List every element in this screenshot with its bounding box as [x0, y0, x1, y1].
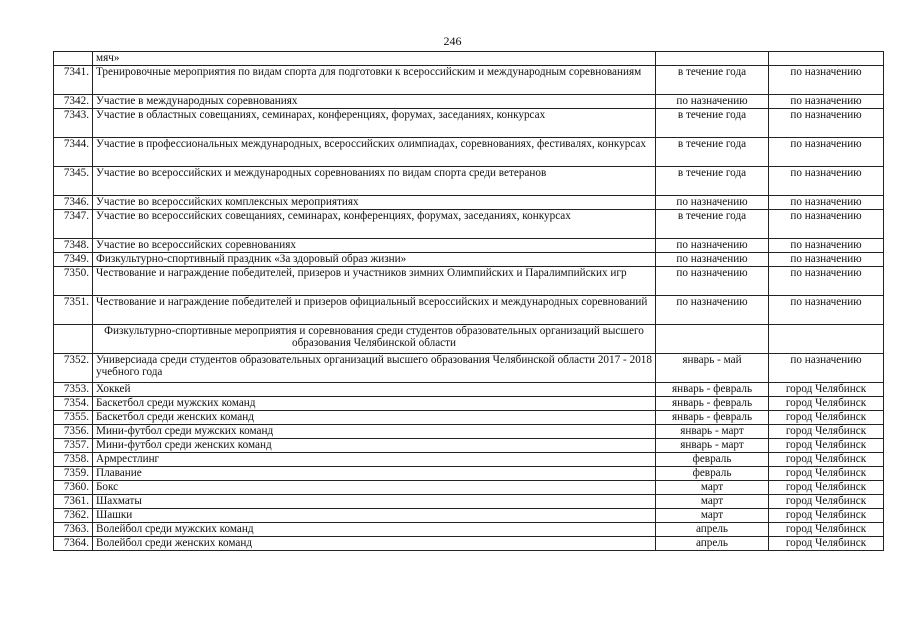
row-place-cell: город Челябинск — [769, 481, 884, 495]
row-number-cell: 7357. — [54, 439, 93, 453]
row-name-cell: Чествование и награждение победителей и призеров официальный всероссийских и международных соревнований — [93, 296, 656, 325]
row-period-cell: январь - май — [656, 354, 769, 383]
table-row — [54, 239, 884, 253]
row-place-cell: по назначению — [769, 138, 884, 167]
row-place-cell: город Челябинск — [769, 439, 884, 453]
table-row — [54, 397, 884, 411]
table-row — [54, 296, 884, 325]
table-row — [54, 481, 884, 495]
row-place-cell: по назначению — [769, 296, 884, 325]
row-period-cell: январь - февраль — [656, 383, 769, 397]
row-number-cell: 7341. — [54, 66, 93, 95]
row-name-cell: Шашки — [93, 509, 656, 523]
table-row — [54, 267, 884, 296]
row-name-cell: Бокс — [93, 481, 656, 495]
table-row — [54, 425, 884, 439]
row-period-cell: по назначению — [656, 239, 769, 253]
row-number-cell — [54, 325, 93, 354]
row-number-cell: 7346. — [54, 196, 93, 210]
row-period-cell: март — [656, 509, 769, 523]
row-place-cell: по назначению — [769, 95, 884, 109]
row-period-cell: в течение года — [656, 66, 769, 95]
row-place-cell: по назначению — [769, 196, 884, 210]
events-table — [53, 51, 884, 551]
row-place-cell: по назначению — [769, 354, 884, 383]
row-number-cell: 7351. — [54, 296, 93, 325]
section-heading: Физкультурно-спортивные мероприятия и соревнования среди студентов образовательных организаций высшего образования Челябинской области — [93, 325, 656, 354]
row-place-cell: город Челябинск — [769, 425, 884, 439]
table-row — [54, 196, 884, 210]
row-place-cell: город Челябинск — [769, 495, 884, 509]
table-row — [54, 66, 884, 95]
table-row — [54, 439, 884, 453]
table-row — [54, 383, 884, 397]
table-row — [54, 138, 884, 167]
table-row — [54, 109, 884, 138]
row-name-cell: Физкультурно-спортивный праздник «За здоровый образ жизни» — [93, 253, 656, 267]
row-name-cell: Участие во всероссийских совещаниях, семинарах, конференциях, форумах, заседаниях, конкурсах — [93, 210, 656, 239]
row-number-cell: 7360. — [54, 481, 93, 495]
row-place-cell: по назначению — [769, 66, 884, 95]
row-period-cell — [656, 52, 769, 66]
row-name-cell: Участие в профессиональных международных, всероссийских олимпиадах, соревнованиях, фестивалях, конкурсах — [93, 138, 656, 167]
row-period-cell: март — [656, 481, 769, 495]
row-number-cell: 7344. — [54, 138, 93, 167]
row-name-cell: Мини-футбол среди женских команд — [93, 439, 656, 453]
row-name-cell: Универсиада среди студентов образовательных организаций высшего образования Челябинской области 2017 - 2018 учебного года — [93, 354, 656, 383]
row-period-cell: апрель — [656, 523, 769, 537]
row-period-cell: в течение года — [656, 167, 769, 196]
row-number-cell: 7352. — [54, 354, 93, 383]
row-number-cell: 7364. — [54, 537, 93, 551]
section-heading-row — [54, 325, 884, 354]
row-number-cell: 7343. — [54, 109, 93, 138]
row-period-cell: январь - февраль — [656, 411, 769, 425]
row-number-cell: 7361. — [54, 495, 93, 509]
row-place-cell: город Челябинск — [769, 397, 884, 411]
table-row — [54, 253, 884, 267]
row-name-cell: Волейбол среди мужских команд — [93, 523, 656, 537]
row-number-cell: 7355. — [54, 411, 93, 425]
row-number-cell: 7359. — [54, 467, 93, 481]
row-period-cell: в течение года — [656, 138, 769, 167]
row-number-cell: 7362. — [54, 509, 93, 523]
row-number-cell: 7342. — [54, 95, 93, 109]
row-place-cell: город Челябинск — [769, 509, 884, 523]
row-name-cell: Шахматы — [93, 495, 656, 509]
table-row — [54, 354, 884, 383]
row-name-cell: Мини-футбол среди мужских команд — [93, 425, 656, 439]
row-place-cell: по назначению — [769, 167, 884, 196]
row-place-cell: по назначению — [769, 267, 884, 296]
table-row — [54, 537, 884, 551]
row-period-cell: по назначению — [656, 253, 769, 267]
row-name-cell: Баскетбол среди мужских команд — [93, 397, 656, 411]
row-place-cell: город Челябинск — [769, 383, 884, 397]
row-number-cell: 7358. — [54, 453, 93, 467]
row-period-cell: по назначению — [656, 95, 769, 109]
row-name-cell: Плавание — [93, 467, 656, 481]
row-period-cell: по назначению — [656, 267, 769, 296]
table-row — [54, 95, 884, 109]
row-period-cell: по назначению — [656, 296, 769, 325]
page-number: 246 — [443, 34, 462, 48]
row-place-cell: по назначению — [769, 210, 884, 239]
row-period-cell: январь - март — [656, 439, 769, 453]
row-place-cell — [769, 325, 884, 354]
row-period-cell: апрель — [656, 537, 769, 551]
row-place-cell — [769, 52, 884, 66]
row-name-cell: Армрестлинг — [93, 453, 656, 467]
row-number-cell: 7353. — [54, 383, 93, 397]
row-period-cell: в течение года — [656, 109, 769, 138]
row-name-cell: мяч» — [93, 52, 656, 66]
events-table-body — [54, 52, 884, 551]
table-row — [54, 467, 884, 481]
row-place-cell: город Челябинск — [769, 453, 884, 467]
row-name-cell: Участие во всероссийских соревнованиях — [93, 239, 656, 253]
row-place-cell: город Челябинск — [769, 467, 884, 481]
row-place-cell: город Челябинск — [769, 523, 884, 537]
table-row — [54, 411, 884, 425]
row-place-cell: город Челябинск — [769, 537, 884, 551]
row-name-cell: Участие во всероссийских комплексных мероприятиях — [93, 196, 656, 210]
table-row — [54, 509, 884, 523]
table-row — [54, 453, 884, 467]
row-number-cell: 7345. — [54, 167, 93, 196]
row-period-cell: по назначению — [656, 196, 769, 210]
row-name-cell: Чествование и награждение победителей, призеров и участников зимних Олимпийских и Паралимпийских игр — [93, 267, 656, 296]
row-number-cell: 7347. — [54, 210, 93, 239]
row-number-cell: 7349. — [54, 253, 93, 267]
row-place-cell: по назначению — [769, 239, 884, 253]
table-row — [54, 523, 884, 537]
row-number-cell: 7356. — [54, 425, 93, 439]
row-name-cell: Участие в областных совещаниях, семинарах, конференциях, форумах, заседаниях, конкурсах — [93, 109, 656, 138]
row-period-cell: январь - март — [656, 425, 769, 439]
row-number-cell — [54, 52, 93, 66]
row-number-cell: 7350. — [54, 267, 93, 296]
row-name-cell: Хоккей — [93, 383, 656, 397]
row-place-cell: город Челябинск — [769, 411, 884, 425]
row-name-cell: Волейбол среди женских команд — [93, 537, 656, 551]
row-name-cell: Тренировочные мероприятия по видам спорта для подготовки к всероссийским и международным соревнованиям — [93, 66, 656, 95]
row-period-cell: февраль — [656, 467, 769, 481]
row-number-cell: 7354. — [54, 397, 93, 411]
table-row — [54, 495, 884, 509]
row-name-cell: Участие во всероссийских и международных соревнованиях по видам спорта среди ветеранов — [93, 167, 656, 196]
row-place-cell: по назначению — [769, 109, 884, 138]
row-period-cell — [656, 325, 769, 354]
row-number-cell: 7363. — [54, 523, 93, 537]
row-period-cell: февраль — [656, 453, 769, 467]
row-period-cell: январь - февраль — [656, 397, 769, 411]
row-place-cell: по назначению — [769, 253, 884, 267]
table-row — [54, 210, 884, 239]
row-period-cell: в течение года — [656, 210, 769, 239]
row-number-cell: 7348. — [54, 239, 93, 253]
row-period-cell: март — [656, 495, 769, 509]
table-row — [54, 167, 884, 196]
table-row-continuation — [54, 52, 884, 66]
row-name-cell: Участие в международных соревнованиях — [93, 95, 656, 109]
row-name-cell: Баскетбол среди женских команд — [93, 411, 656, 425]
